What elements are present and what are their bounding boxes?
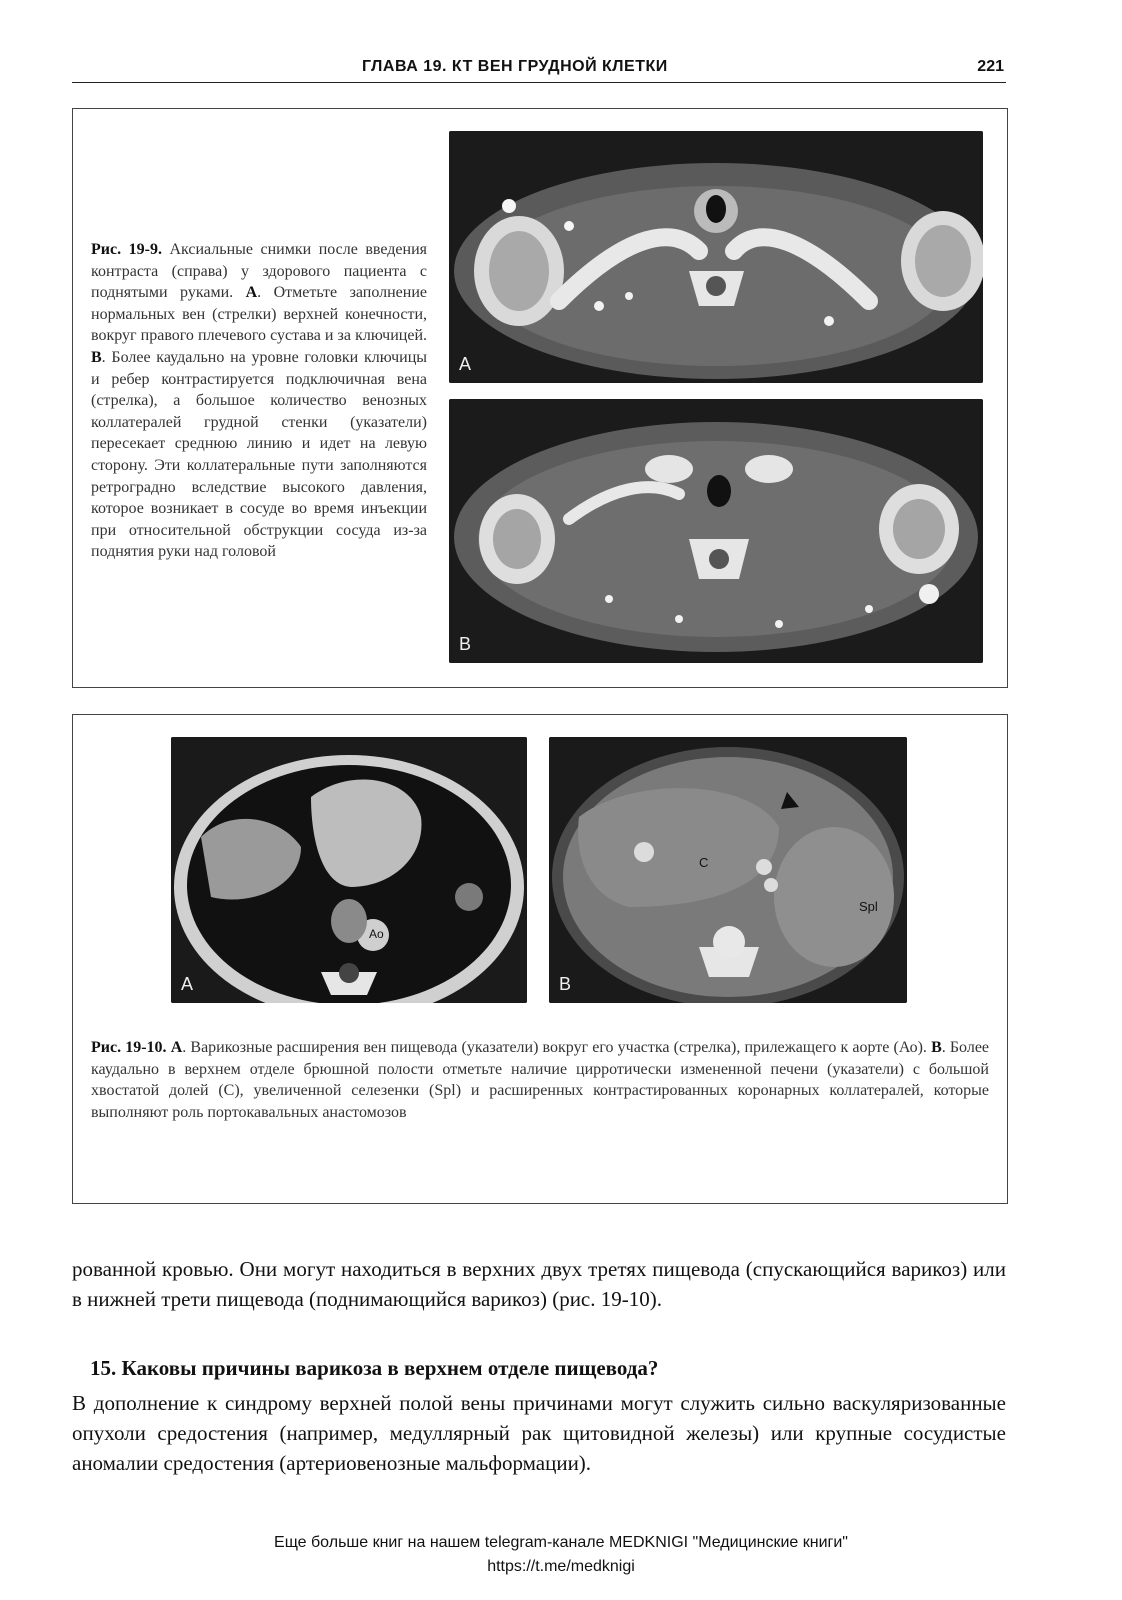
caption-text: . Более каудально на уровне головки ключицы и ребер контрастируется подключичная вена (стрелка), а большое количество венозных коллатералей грудной стенки (указатели) пересекает среднюю линию и идет на левую сторону. Эти коллатеральные пути заполняются ретроградно вследствие высокого давления, которое возникает в сосуде во время инъекции при относительной обструкции сосуда из-за поднятия руки над головой bbox=[91, 348, 427, 561]
spleen-label: Spl bbox=[859, 899, 878, 914]
caption-panel-ref: В bbox=[91, 348, 102, 366]
caption-label: Рис. 19-9. bbox=[91, 241, 162, 258]
body-paragraph: В дополнение к синдрому верхней полой вены причинами могут служить сильно васкуляризованные опухоли средостения (например, медуллярный рак щитовидной железы) или крупные сосудистые аномалии средостения (артериовенозные мальформации). bbox=[72, 1391, 1006, 1475]
caption-text: . Варикозные расширения вен пищевода (указатели) вокруг его участка (стрелка), прилежащего к аорте (Ао). bbox=[182, 1039, 932, 1056]
panel-label-b: B bbox=[559, 974, 572, 994]
caption-text: Аксиальные снимки после введения контраста (справа) у здорового пациента с поднятыми руками. bbox=[91, 241, 427, 302]
ct-image-19-9-a bbox=[449, 131, 983, 383]
aorta-label: Ao bbox=[369, 927, 384, 941]
ct-image-19-10-b bbox=[549, 737, 907, 1003]
caudate-lobe-label: C bbox=[699, 855, 709, 870]
caption-label: Рис. 19-10. bbox=[91, 1039, 167, 1056]
footer-promo-text: Еще больше книг на нашем telegram-канале MEDKNIGI "Медицинские книги" bbox=[274, 1534, 848, 1551]
body-paragraph: рованной кровью. Они могут находиться в верхних двух третях пищевода (спускающийся варикоз) или в нижней трети пищевода (поднимающийся варикоз) (рис. 19-10). bbox=[72, 1257, 1006, 1311]
panel-label-a: A bbox=[181, 974, 194, 994]
figure-19-9-caption bbox=[91, 239, 427, 563]
ct-image-19-9-b bbox=[449, 399, 983, 663]
panel-label-a: A bbox=[459, 354, 472, 374]
figure-19-9 bbox=[72, 108, 1008, 688]
figure-19-10-caption bbox=[91, 1037, 989, 1123]
figure-19-10 bbox=[72, 714, 1008, 1204]
page-number: 221 bbox=[977, 58, 1004, 75]
ct-image-19-10-a bbox=[171, 737, 527, 1003]
caption-panel-ref: В bbox=[931, 1039, 942, 1056]
caption-panel-ref: А bbox=[245, 284, 258, 302]
chapter-title: ГЛАВА 19. КТ ВЕН ГРУДНОЙ КЛЕТКИ bbox=[362, 58, 668, 75]
question-heading: 15. Каковы причины варикоза в верхнем отделе пищевода? bbox=[90, 1356, 659, 1380]
footer-link[interactable]: https://t.me/medknigi bbox=[487, 1558, 635, 1575]
panel-label-b: B bbox=[459, 634, 472, 654]
caption-panel-ref: А bbox=[170, 1039, 183, 1056]
caption-text: . Более каудально в верхнем отделе брюшной полости отметьте наличие цирротически измененной печени (указатели) с большой хвостатой долей (С), увеличенной селезенки (Spl) и расширенных контрастированных коронарных коллатералей, которые выполняют роль портокавальных анастомозов bbox=[91, 1039, 990, 1121]
caption-text: . Отметьте заполнение нормальных вен (стрелки) верхней конечности, вокруг правого плечевого сустава и за ключицей. bbox=[91, 284, 427, 345]
running-head bbox=[72, 52, 1006, 83]
